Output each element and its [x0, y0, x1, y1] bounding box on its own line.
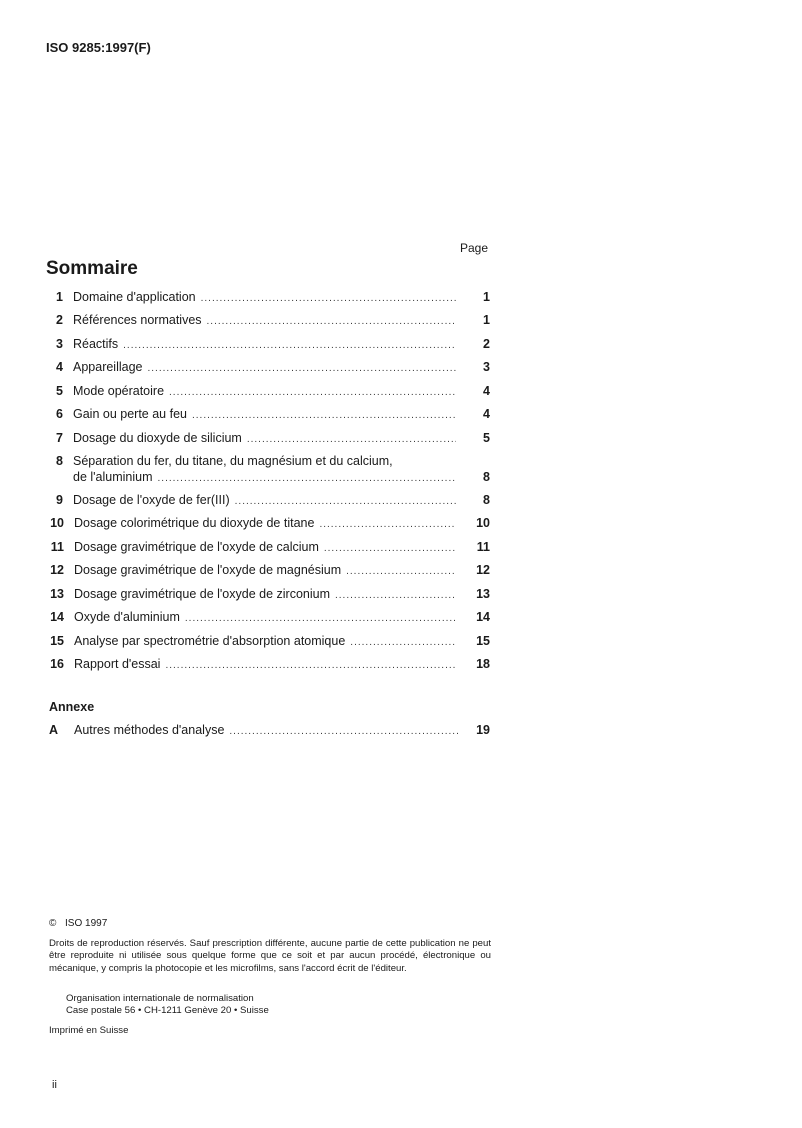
- dot-leader: [169, 385, 456, 401]
- annex-heading: Annexe: [49, 700, 95, 714]
- toc-entry-title: Dosage du dioxyde de silicium: [73, 431, 242, 445]
- dot-leader: [123, 338, 456, 354]
- toc-entry-title: Appareillage: [73, 360, 143, 374]
- toc-entry-title: Rapport d'essai: [74, 657, 161, 671]
- toc-entry-title: Analyse par spectrométrie d'absorption atomique: [74, 634, 346, 648]
- copyright-line: [49, 918, 491, 931]
- toc-entry-page: 1: [483, 290, 490, 304]
- toc-entry-title: Oxyde d'aluminium: [74, 610, 180, 624]
- toc-entry[interactable]: [46, 383, 490, 399]
- toc-entry-number: 6: [56, 407, 63, 421]
- page-number: ii: [52, 1079, 57, 1091]
- copyright-text: ISO 1997: [65, 918, 108, 929]
- toc-entry[interactable]: [46, 609, 490, 625]
- annex-letter: A: [49, 723, 59, 737]
- copyright-icon: ©: [49, 918, 57, 929]
- toc-entry[interactable]: [46, 289, 490, 305]
- legal-notice: Droits de reproduction réservés. Sauf prescription différente, aucune partie de cette publication ne peut être reproduite ni utilisée sous quelque forme que ce soit et par aucun procédé, électronique ou mécanique, y compris la photocopie et les microfilms, sans l'accord écrit de l'éditeur.: [49, 938, 491, 974]
- dot-leader: [350, 635, 456, 651]
- toc-entry-title: Séparation du fer, du titane, du magnésium et du calcium,: [73, 454, 393, 468]
- publisher-postal-address: Case postale 56 • CH-1211 Genève 20 • Suisse: [66, 1005, 269, 1017]
- toc-entry-number: 10: [50, 516, 64, 530]
- dot-leader: [158, 471, 456, 487]
- dot-leader: [235, 494, 456, 510]
- toc-entry[interactable]: [46, 359, 490, 375]
- toc-entry[interactable]: [46, 406, 490, 422]
- toc-entry-number: 9: [56, 493, 63, 507]
- page-title: Sommaire: [46, 258, 138, 279]
- toc-entry-title: Dosage gravimétrique de l'oxyde de zirconium: [74, 587, 330, 601]
- toc-entry[interactable]: [46, 312, 490, 328]
- toc-entry[interactable]: [46, 336, 490, 352]
- toc-entry-title: Dosage gravimétrique de l'oxyde de magnésium: [74, 563, 342, 577]
- dot-leader: [247, 432, 456, 448]
- toc-entry-page: 4: [483, 384, 490, 398]
- toc-entry-title: Mode opératoire: [73, 384, 165, 398]
- dot-leader: [201, 291, 456, 307]
- toc-entry[interactable]: [46, 515, 490, 531]
- toc-entry-page: 11: [476, 540, 490, 554]
- toc-entry-number: 2: [56, 313, 63, 327]
- dot-leader: [229, 724, 459, 740]
- dot-leader: [185, 611, 456, 627]
- toc-entry[interactable]: [46, 453, 490, 485]
- dot-leader: [335, 588, 456, 604]
- toc-entry-title: Références normatives: [73, 313, 202, 327]
- toc-entry-number: 14: [50, 610, 64, 624]
- toc-entry-page: 3: [483, 360, 490, 374]
- toc-entry-title-continued: de l'aluminium: [73, 470, 153, 484]
- toc-entry-page: 18: [476, 657, 490, 671]
- dot-leader: [165, 658, 456, 674]
- dot-leader: [346, 564, 456, 580]
- printed-in: Imprimé en Suisse: [49, 1025, 129, 1036]
- toc-entry[interactable]: [46, 562, 490, 578]
- toc-entry-page: 12: [476, 563, 490, 577]
- toc-entry[interactable]: [46, 539, 490, 555]
- toc-entry[interactable]: [46, 586, 490, 602]
- toc-entry-number: 16: [50, 657, 64, 671]
- publisher-address: [66, 993, 269, 1018]
- toc-entry-number: 5: [56, 384, 63, 398]
- annex-entry[interactable]: [49, 722, 490, 738]
- toc-entry-number: 8: [56, 454, 63, 468]
- dot-leader: [192, 408, 456, 424]
- toc-entry-page: 14: [476, 610, 490, 624]
- toc-entry-title: Dosage colorimétrique du dioxyde de titane: [74, 516, 315, 530]
- page-column-label: Page: [460, 241, 489, 255]
- toc-entry-page: 8: [483, 493, 490, 507]
- toc-entry-number: 11: [50, 540, 64, 554]
- toc-entry-title: Domaine d'application: [73, 290, 196, 304]
- toc-entry-page: 1: [483, 313, 490, 327]
- toc-entry-title: Dosage gravimétrique de l'oxyde de calcium: [74, 540, 319, 554]
- toc-entry[interactable]: [46, 656, 490, 672]
- toc-entry-number: 4: [56, 360, 63, 374]
- toc-entry-title: Gain ou perte au feu: [73, 407, 187, 421]
- dot-leader: [207, 314, 456, 330]
- annex-title: Autres méthodes d'analyse: [74, 723, 225, 737]
- toc-entry-page: 15: [476, 634, 490, 648]
- dot-leader: [148, 361, 457, 377]
- dot-leader: [319, 517, 456, 533]
- toc-entry-page: 10: [476, 516, 490, 530]
- annex-page: 19: [476, 723, 490, 737]
- toc-entry[interactable]: [46, 492, 490, 508]
- publisher-name: Organisation internationale de normalisation: [66, 993, 254, 1004]
- toc-entry-number: 15: [50, 634, 64, 648]
- toc-entry[interactable]: [46, 430, 490, 446]
- document-id: ISO 9285:1997(F): [46, 40, 151, 55]
- toc-entry-number: 3: [56, 337, 63, 351]
- toc-entry-page: 5: [483, 431, 490, 445]
- toc-entry-page: 8: [483, 470, 490, 484]
- toc-entry-number: 13: [50, 587, 64, 601]
- toc-entry-number: 12: [50, 563, 64, 577]
- toc-entry-title: Réactifs: [73, 337, 119, 351]
- toc-entry-number: 1: [56, 290, 63, 304]
- toc-entry[interactable]: [46, 633, 490, 649]
- toc-entry-page: 2: [483, 337, 490, 351]
- toc-entry-number: 7: [56, 431, 63, 445]
- toc-entry-title: Dosage de l'oxyde de fer(III): [73, 493, 230, 507]
- toc-entry-page: 4: [483, 407, 490, 421]
- toc-entry-page: 13: [476, 587, 490, 601]
- dot-leader: [324, 541, 456, 557]
